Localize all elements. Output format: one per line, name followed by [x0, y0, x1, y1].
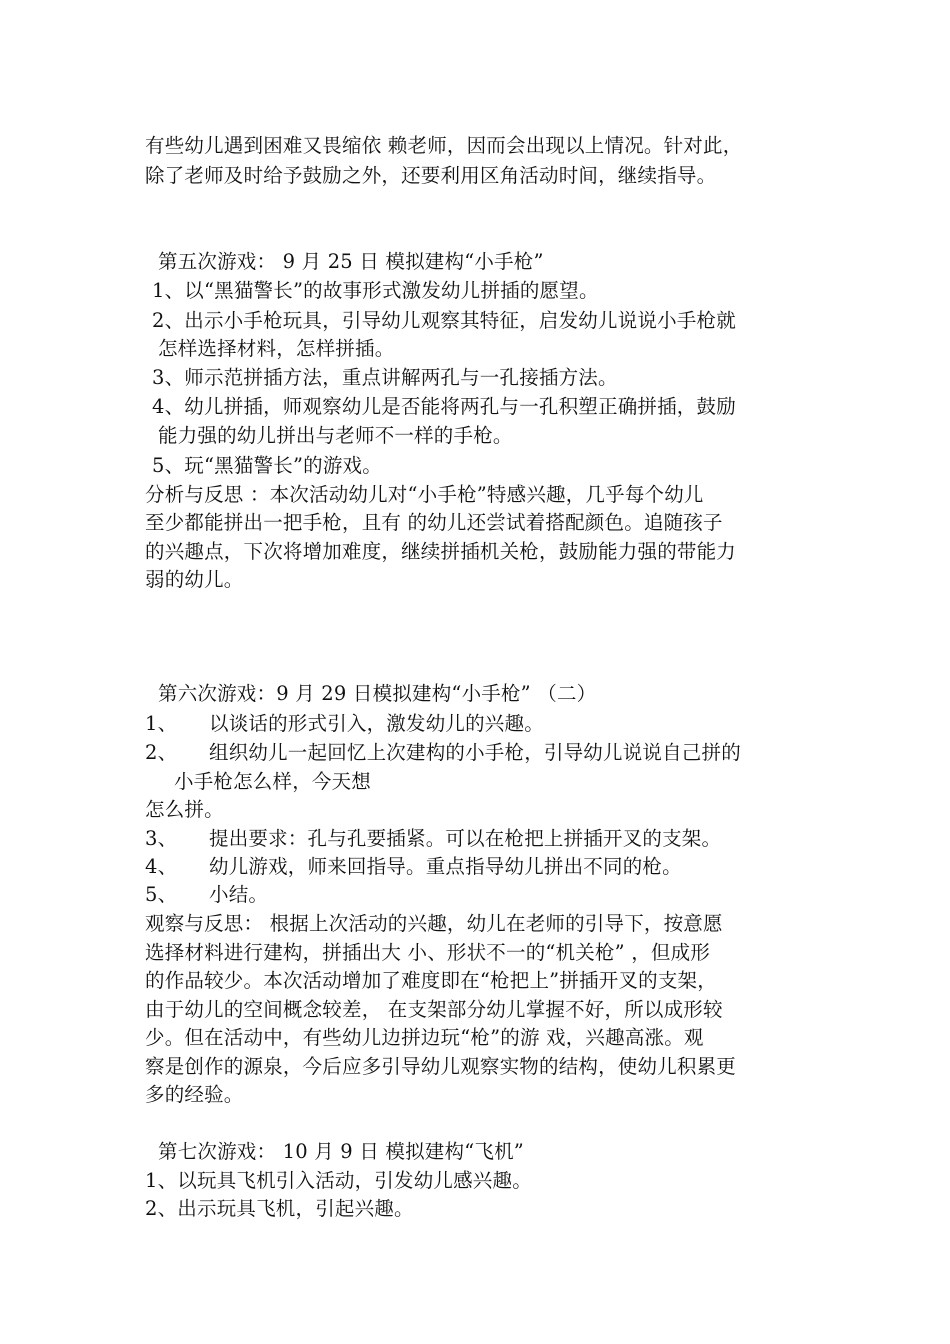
step-text: 组织幼儿一起回忆上次建构的小手枪，引导幼儿说说自己拼的	[209, 741, 741, 764]
game5-reflection-line: 弱的幼儿。	[145, 568, 244, 591]
game5-reflection-line: 分析与反思 ：本次活动幼儿对“小手枪”特感兴趣，几乎每个幼儿	[145, 483, 704, 506]
game5-step-2: 2、出示小手枪玩具，引导幼儿观察其特征，启发幼儿说说小手枪就	[152, 309, 736, 332]
game6-step-5	[145, 881, 825, 909]
intro-line-2: 除了老师及时给予鼓励之外，还要利用区角活动时间，继续指导。	[145, 164, 717, 187]
game5-step-5: 5、玩“黑猫警长”的游戏。	[152, 454, 382, 477]
game6-step-1	[145, 710, 825, 738]
game6-reflection-line: 由于幼儿的空间概念较差， 在支架部分幼儿掌握不好，所以成形较	[145, 998, 723, 1021]
game6-step-2-cont: 小手枪怎么样，今天想	[174, 770, 372, 793]
game5-reflection-line: 的兴趣点，下次将增加难度，继续拼插机关枪，鼓励能力强的带能力	[145, 540, 737, 563]
step-text: 提出要求：孔与孔要插紧。可以在枪把上拼插开叉的支架。	[209, 827, 722, 850]
game5-reflection-line: 至少都能拼出一把手枪，且有 的幼儿还尝试着搭配颜色。追随孩子	[145, 511, 723, 534]
step-number: 1、	[145, 712, 178, 735]
game6-reflection-line: 少。但在活动中，有些幼儿边拼边玩“枪”的游 戏，兴趣高涨。观	[145, 1026, 704, 1049]
game7-title: 第七次游戏： 10 月 9 日 模拟建构“飞机”	[158, 1140, 524, 1163]
step-text: 小结。	[209, 883, 269, 906]
game5-step-1: 1、以“黑猫警长”的故事形式激发幼儿拼插的愿望。	[152, 279, 599, 302]
step-text: 幼儿游戏，师来回指导。重点指导幼儿拼出不同的枪。	[209, 855, 682, 878]
step-text: 以谈话的形式引入，激发幼儿的兴趣。	[209, 712, 544, 735]
step-number: 3、	[145, 827, 178, 850]
game6-reflection-line: 观察与反思： 根据上次活动的兴趣，幼儿在老师的引导下，按意愿	[145, 912, 723, 935]
game7-step-2: 2、出示玩具飞机，引起兴趣。	[145, 1197, 414, 1220]
game5-step-3: 3、师示范拼插方法，重点讲解两孔与一孔接插方法。	[152, 366, 618, 389]
game5-step-4-cont: 能力强的幼儿拼出与老师不一样的手枪。	[158, 424, 513, 447]
game6-reflection-line: 的作品较少。本次活动增加了难度即在“枪把上”拼插开叉的支架，	[145, 969, 717, 992]
game5-title: 第五次游戏： 9 月 25 日 模拟建构“小手枪”	[158, 250, 544, 273]
game5-step-4: 4、幼儿拼插，师观察幼儿是否能将两孔与一孔积塑正确拼插，鼓励	[152, 395, 736, 418]
step-number: 2、	[145, 741, 178, 764]
intro-line-1: 有些幼儿遇到困难又畏缩依 赖老师，因而会出现以上情况。针对此，	[145, 134, 743, 157]
game6-reflection-line: 察是创作的源泉，今后应多引导幼儿观察实物的结构，使幼儿积累更	[145, 1055, 737, 1078]
game6-step-4	[145, 853, 825, 881]
game6-step-2-cont-2: 怎么拼。	[145, 798, 224, 821]
game6-step-3	[145, 825, 825, 853]
game5-step-2-cont: 怎样选择材料，怎样拼插。	[158, 337, 395, 360]
game7-step-1: 1、以玩具飞机引入活动，引发幼儿感兴趣。	[145, 1169, 532, 1192]
step-number: 4、	[145, 855, 178, 878]
game6-step-2	[145, 739, 825, 767]
game6-reflection-line: 多的经验。	[145, 1083, 244, 1106]
game6-title: 第六次游戏：9 月 29 日模拟建构“小手枪” （二）	[158, 682, 597, 705]
step-number: 5、	[145, 883, 178, 906]
game6-reflection-line: 选择材料进行建构，拼插出大 小、形状不一的“机关枪” ，但成形	[145, 941, 711, 964]
